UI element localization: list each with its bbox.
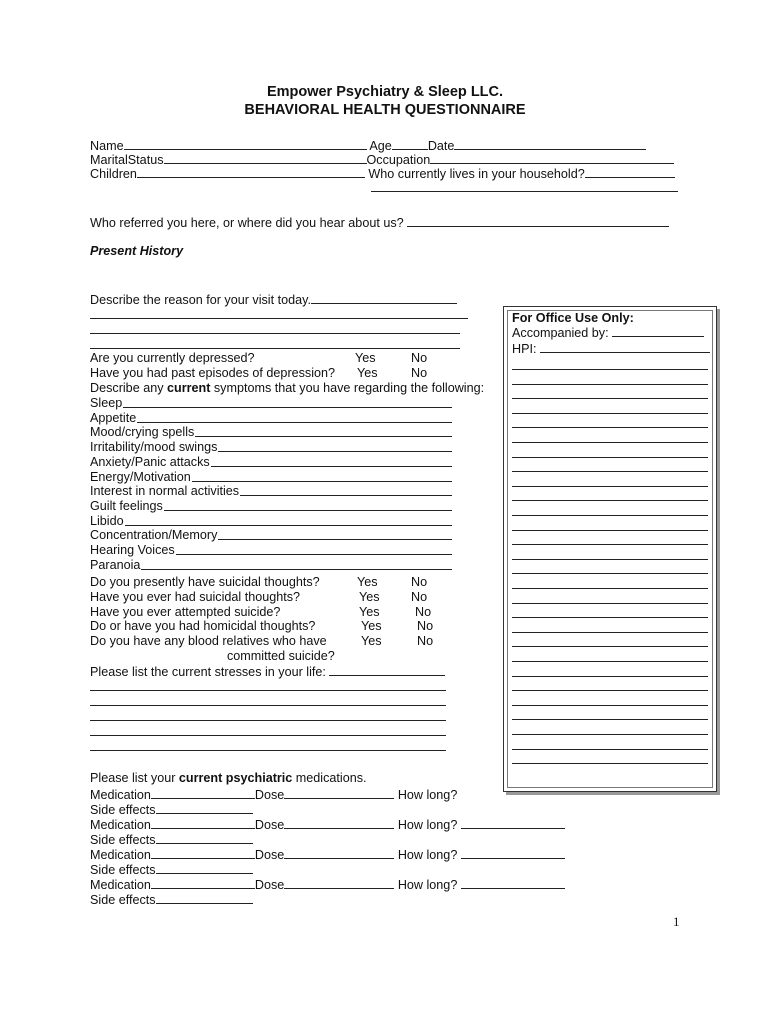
accompanied-label: Accompanied by: bbox=[512, 326, 609, 340]
dose-label: Dose bbox=[254, 818, 285, 832]
symptom-row bbox=[90, 411, 452, 426]
symptom-label: Irritability/mood swings bbox=[90, 440, 218, 455]
stresses-field[interactable] bbox=[329, 664, 445, 676]
depression-question: Have you had past episodes of depression? bbox=[90, 366, 336, 380]
side-effects-field[interactable] bbox=[156, 832, 253, 844]
hpi-line[interactable] bbox=[512, 369, 708, 370]
name-field[interactable] bbox=[124, 138, 367, 150]
dose-field[interactable] bbox=[284, 817, 394, 829]
meds-prompt-bold: current psychiatric bbox=[178, 771, 293, 785]
symptoms-prompt bbox=[90, 381, 484, 396]
dose-label: Dose bbox=[254, 878, 285, 892]
hpi-line[interactable] bbox=[512, 719, 708, 720]
how-long-label: How long? bbox=[397, 848, 458, 862]
children-label: Children bbox=[90, 167, 137, 181]
symptom-row bbox=[90, 543, 452, 558]
hpi-line[interactable] bbox=[512, 603, 708, 604]
hpi-line[interactable] bbox=[512, 427, 708, 428]
symptom-row bbox=[90, 425, 452, 440]
hpi-line[interactable] bbox=[512, 690, 708, 691]
symptoms-prompt-pre: Describe any bbox=[90, 381, 167, 395]
symptom-field[interactable] bbox=[218, 440, 452, 452]
dose-field[interactable] bbox=[284, 877, 394, 889]
symptom-label: Paranoia bbox=[90, 557, 141, 572]
no-option[interactable]: No bbox=[411, 589, 428, 604]
household-field-line2[interactable] bbox=[371, 191, 678, 192]
hpi-line[interactable] bbox=[512, 471, 708, 472]
hpi-line[interactable] bbox=[512, 398, 708, 399]
hpi-label: HPI: bbox=[512, 342, 537, 356]
medication-label: Medication bbox=[90, 878, 151, 892]
no-option[interactable]: No bbox=[415, 604, 432, 619]
dose-label: Dose bbox=[254, 788, 285, 802]
office-use-inner-border bbox=[507, 310, 713, 788]
yes-option[interactable]: Yes bbox=[361, 619, 382, 634]
symptom-label: Mood/crying spells bbox=[90, 425, 195, 440]
visit-reason-row bbox=[90, 292, 457, 308]
how-long-label: How long? bbox=[397, 818, 458, 832]
hpi-line[interactable] bbox=[512, 749, 708, 750]
symptom-field[interactable] bbox=[218, 528, 452, 540]
hpi-line[interactable] bbox=[512, 442, 708, 443]
how-long-label: How long? bbox=[397, 788, 458, 802]
medication-field[interactable] bbox=[151, 847, 255, 859]
hpi-line[interactable] bbox=[512, 676, 708, 677]
symptom-label: Anxiety/Panic attacks bbox=[90, 454, 210, 469]
medication-label: Medication bbox=[90, 788, 151, 802]
hpi-line[interactable] bbox=[512, 763, 708, 764]
how-long-field[interactable] bbox=[461, 847, 565, 859]
symptom-field[interactable] bbox=[211, 455, 452, 467]
suicide-question: Have you ever had suicidal thoughts? bbox=[90, 589, 301, 604]
medication-row bbox=[90, 877, 565, 893]
hpi-line[interactable] bbox=[512, 530, 708, 531]
side-effects-field[interactable] bbox=[156, 862, 253, 874]
symptoms-prompt-post: symptoms that you have regarding the following: bbox=[210, 381, 485, 395]
side-effects-label: Side effects bbox=[90, 803, 156, 817]
symptom-row bbox=[90, 455, 452, 470]
yes-option[interactable]: Yes bbox=[357, 366, 378, 380]
suicide-cont-text: committed suicide? bbox=[227, 649, 335, 663]
symptom-row bbox=[90, 528, 452, 543]
symptom-row bbox=[90, 514, 452, 529]
symptom-label: Appetite bbox=[90, 410, 137, 425]
stresses-label: Please list the current stresses in your life: bbox=[90, 665, 326, 679]
side-effects-label: Side effects bbox=[90, 893, 156, 907]
how-long-field[interactable] bbox=[461, 817, 565, 829]
no-option[interactable]: No bbox=[417, 619, 434, 634]
accompanied-field[interactable] bbox=[612, 325, 704, 337]
symptoms-prompt-bold: current bbox=[167, 381, 211, 395]
side-effects-row bbox=[90, 862, 253, 878]
present-history-heading: Present History bbox=[90, 244, 184, 258]
medication-row bbox=[90, 847, 565, 863]
symptom-field[interactable] bbox=[137, 411, 452, 423]
age-field[interactable] bbox=[392, 138, 428, 150]
occupation-label: Occupation bbox=[366, 153, 431, 167]
form-title: BEHAVIORAL HEALTH QUESTIONNAIRE bbox=[244, 102, 526, 118]
stresses-line[interactable] bbox=[90, 705, 446, 706]
accompanied-row bbox=[512, 325, 704, 341]
name-label: Name bbox=[90, 139, 124, 153]
office-use-title: For Office Use Only: bbox=[512, 311, 634, 325]
symptom-label: Sleep bbox=[90, 396, 123, 410]
yes-option[interactable]: Yes bbox=[357, 575, 378, 589]
household-field[interactable] bbox=[585, 166, 675, 178]
hpi-line[interactable] bbox=[512, 661, 708, 662]
stresses-line[interactable] bbox=[90, 750, 446, 751]
symptom-label: Concentration/Memory bbox=[90, 528, 218, 543]
hpi-line[interactable] bbox=[512, 617, 708, 618]
dose-field[interactable] bbox=[284, 787, 394, 799]
stresses-line[interactable] bbox=[90, 720, 446, 721]
symptom-field[interactable] bbox=[141, 558, 452, 570]
hpi-line[interactable] bbox=[512, 705, 708, 706]
symptom-label: Guilt feelings bbox=[90, 498, 163, 513]
hpi-line[interactable] bbox=[512, 734, 708, 735]
visit-reason-field[interactable] bbox=[311, 292, 457, 304]
hpi-line[interactable] bbox=[512, 646, 708, 647]
no-option[interactable]: No bbox=[411, 575, 428, 589]
side-effects-row bbox=[90, 832, 253, 848]
symptom-label: Hearing Voices bbox=[90, 543, 175, 557]
symptom-field[interactable] bbox=[176, 543, 452, 555]
referral-label: Who referred you here, or where did you hear about us? bbox=[90, 216, 404, 230]
children-field[interactable] bbox=[137, 166, 365, 178]
hpi-line[interactable] bbox=[512, 573, 708, 574]
symptom-label: Libido bbox=[90, 513, 124, 528]
stresses-row bbox=[90, 664, 445, 680]
medication-row bbox=[90, 817, 565, 833]
yes-option[interactable]: Yes bbox=[359, 604, 380, 619]
hpi-line[interactable] bbox=[512, 515, 708, 516]
referral-row bbox=[90, 215, 669, 231]
yes-option[interactable]: Yes bbox=[359, 589, 380, 604]
suicide-question: Do you presently have suicidal thoughts? bbox=[90, 575, 320, 589]
symptom-field[interactable] bbox=[164, 499, 452, 511]
visit-reason-line[interactable] bbox=[90, 333, 460, 334]
side-effects-field[interactable] bbox=[156, 892, 253, 904]
side-effects-row bbox=[90, 892, 253, 908]
no-option[interactable]: No bbox=[411, 351, 428, 365]
medication-row bbox=[90, 787, 457, 803]
referral-field[interactable] bbox=[407, 215, 669, 227]
how-long-label: How long? bbox=[397, 878, 458, 892]
side-effects-label: Side effects bbox=[90, 863, 156, 877]
meds-prompt-pre: Please list your bbox=[90, 771, 179, 785]
no-option[interactable]: No bbox=[417, 634, 434, 649]
medication-label: Medication bbox=[90, 818, 151, 832]
symptom-field[interactable] bbox=[240, 484, 452, 496]
visit-reason-line[interactable] bbox=[90, 348, 460, 349]
date-label: Date bbox=[427, 139, 455, 153]
occupation-field[interactable] bbox=[430, 152, 674, 164]
symptom-row bbox=[90, 470, 452, 485]
suicide-question: Have you ever attempted suicide? bbox=[90, 604, 281, 619]
medication-label: Medication bbox=[90, 848, 151, 862]
symptom-row bbox=[90, 396, 452, 411]
stresses-line[interactable] bbox=[90, 735, 446, 736]
office-use-box bbox=[503, 306, 717, 792]
how-long-field[interactable] bbox=[461, 877, 565, 889]
hpi-line[interactable] bbox=[512, 500, 708, 501]
medication-field[interactable] bbox=[151, 787, 255, 799]
hpi-line[interactable] bbox=[512, 486, 708, 487]
hpi-line[interactable] bbox=[512, 632, 708, 633]
meds-prompt bbox=[90, 771, 367, 786]
symptom-label: Energy/Motivation bbox=[90, 469, 191, 484]
no-option[interactable]: No bbox=[411, 366, 428, 380]
household-label: Who currently lives in your household? bbox=[368, 167, 585, 181]
symptom-row bbox=[90, 499, 452, 514]
practice-name: Empower Psychiatry & Sleep LLC. bbox=[266, 84, 504, 100]
visit-reason-label: Describe the reason for your visit today. bbox=[90, 293, 311, 307]
stresses-line[interactable] bbox=[90, 690, 446, 691]
marital-field[interactable] bbox=[164, 152, 367, 164]
dose-label: Dose bbox=[254, 848, 285, 862]
side-effects-row bbox=[90, 802, 253, 818]
symptom-row bbox=[90, 484, 452, 499]
hpi-line[interactable] bbox=[512, 588, 708, 589]
suicide-question: Do you have any blood relatives who have bbox=[90, 634, 327, 649]
hpi-line[interactable] bbox=[512, 544, 708, 545]
children-row bbox=[90, 166, 675, 182]
hpi-line[interactable] bbox=[512, 559, 708, 560]
side-effects-label: Side effects bbox=[90, 833, 156, 847]
depression-question: Are you currently depressed? bbox=[90, 351, 255, 365]
hpi-line[interactable] bbox=[512, 413, 708, 414]
page-number: 1 bbox=[673, 914, 680, 929]
yes-option[interactable]: Yes bbox=[355, 351, 376, 365]
dose-field[interactable] bbox=[284, 847, 394, 859]
hpi-row bbox=[512, 341, 710, 357]
symptom-field[interactable] bbox=[192, 470, 452, 482]
hpi-line[interactable] bbox=[512, 457, 708, 458]
symptom-row bbox=[90, 440, 452, 455]
suicide-question: Do or have you had homicidal thoughts? bbox=[90, 619, 316, 634]
hpi-line[interactable] bbox=[512, 384, 708, 385]
symptom-row bbox=[90, 558, 452, 573]
side-effects-field[interactable] bbox=[156, 802, 253, 814]
symptom-label: Interest in normal activities bbox=[90, 484, 240, 499]
meds-prompt-post: medications. bbox=[292, 771, 367, 785]
age-label: Age bbox=[369, 139, 392, 153]
symptom-field[interactable] bbox=[195, 425, 452, 437]
medication-field[interactable] bbox=[151, 877, 255, 889]
visit-reason-line[interactable] bbox=[90, 318, 468, 319]
date-field[interactable] bbox=[454, 138, 646, 150]
yes-option[interactable]: Yes bbox=[361, 634, 382, 649]
marital-label: MaritalStatus bbox=[90, 153, 164, 167]
hpi-field[interactable] bbox=[540, 341, 710, 353]
symptom-field[interactable] bbox=[125, 514, 452, 526]
medication-field[interactable] bbox=[151, 817, 255, 829]
symptom-field[interactable] bbox=[123, 396, 452, 408]
